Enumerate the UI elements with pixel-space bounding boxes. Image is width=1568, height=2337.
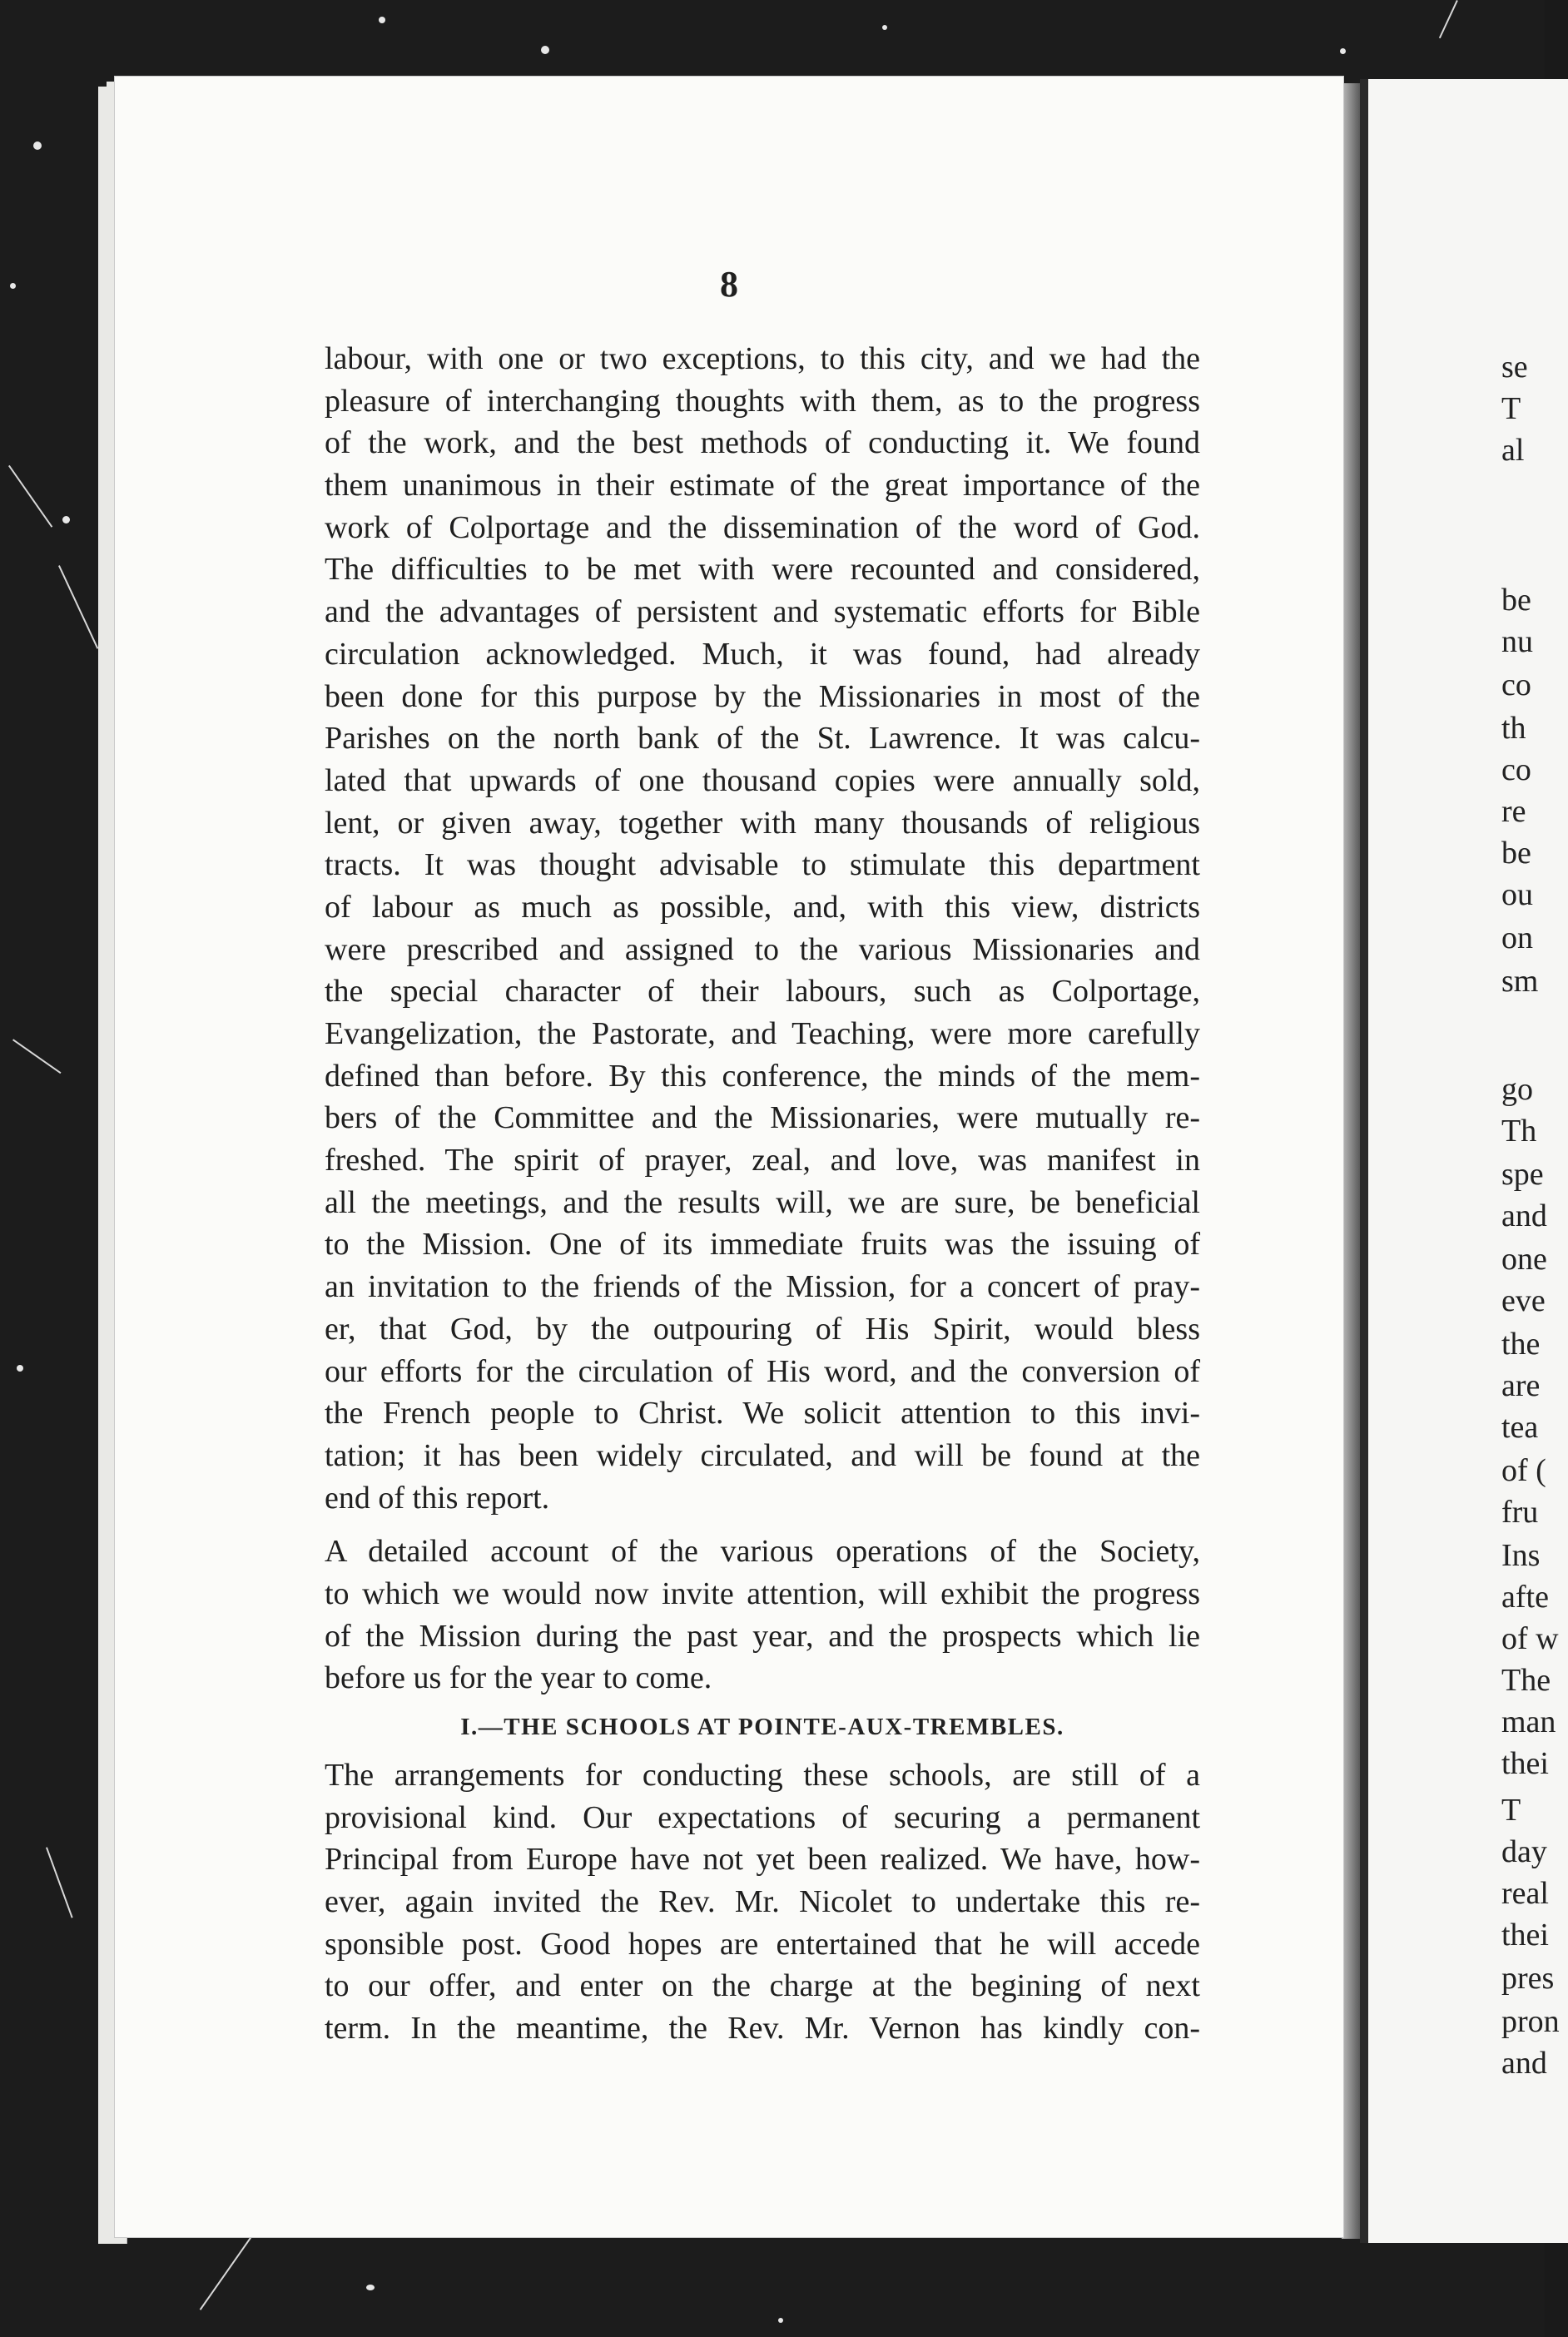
text-line: of the work, and the best methods of conducting it. We found	[325, 425, 1200, 461]
text-line: tation; it has been widely circulated, and will be found at the	[325, 1437, 1200, 1473]
text-line: provisional kind. Our expectations of securing a permanent	[325, 1799, 1200, 1835]
facing-page-fragment: and	[1501, 1198, 1547, 1233]
facing-page-fragment: T	[1501, 391, 1521, 426]
facing-page-fragment: pron	[1501, 2004, 1560, 2039]
text-line: Parishes on the north bank of the St. Lawrence. It was calcu-	[325, 721, 1200, 757]
text-line: Evangelization, the Pastorate, and Teaching, were more carefully	[325, 1016, 1200, 1051]
facing-page-fragment: are	[1501, 1368, 1541, 1403]
facing-page-fragment: one	[1501, 1242, 1547, 1277]
text-line: and the advantages of persistent and systematic efforts for Bible	[325, 594, 1200, 630]
dust-speck	[882, 25, 887, 30]
text-line: work of Colportage and the dissemination of the word of God.	[325, 509, 1200, 545]
paragraph	[325, 338, 1200, 1519]
dust-speck	[778, 2318, 783, 2323]
facing-page-fragment: on	[1501, 920, 1533, 955]
text-line: to which we would now invite attention, will exhibit the progress	[325, 1575, 1200, 1611]
dust-speck	[366, 2285, 375, 2290]
text-line: to the Mission. One of its immediate fruits was the issuing of	[325, 1227, 1200, 1263]
text-line: the special character of their labours, such as Colportage,	[325, 974, 1200, 1010]
text-line: been done for this purpose by the Missionaries in most of the	[325, 678, 1200, 714]
dust-speck	[10, 283, 16, 289]
facing-page-fragment: be	[1501, 836, 1531, 871]
facing-page-fragment: ou	[1501, 877, 1533, 912]
facing-page-fragment: nu	[1501, 624, 1533, 659]
paragraph-gap	[325, 1519, 1200, 1531]
facing-page-fragment: be	[1501, 583, 1531, 618]
text-line: labour, with one or two exceptions, to this city, and we had the	[325, 341, 1200, 376]
dust-speck	[541, 46, 549, 54]
text-line: er, that God, by the outpouring of His Spirit, would bless	[325, 1311, 1200, 1347]
film-scratch	[58, 565, 98, 649]
text-line: of the Mission during the past year, and the prospects which lie	[325, 1618, 1200, 1654]
facing-page-fragment: go	[1501, 1072, 1533, 1107]
page-number: 8	[720, 264, 738, 305]
paragraph	[325, 1531, 1200, 1699]
facing-page-fragment: afte	[1501, 1580, 1549, 1615]
text-line: bers of the Committee and the Missionaries, were mutually re-	[325, 1100, 1200, 1136]
text-line: before us for the year to come.	[325, 1660, 712, 1696]
facing-page-fragment: th	[1501, 711, 1526, 746]
text-line: Principal from Europe have not yet been realized. We have, how-	[325, 1842, 1200, 1878]
facing-page-fragment: T	[1501, 1793, 1521, 1828]
text-line: lent, or given away, together with many thousands of religious	[325, 805, 1200, 841]
facing-page-fragment: The	[1501, 1663, 1551, 1698]
text-line: pleasure of interchanging thoughts with them, as to the progress	[325, 383, 1200, 419]
text-line: to our offer, and enter on the charge at the begining of next	[325, 1968, 1200, 2004]
facing-page-fragment: real	[1501, 1876, 1549, 1911]
facing-page-fragment: of (	[1501, 1453, 1546, 1488]
facing-page	[1360, 79, 1568, 2243]
text-line: ever, again invited the Rev. Mr. Nicolet to undertake this re-	[325, 1884, 1200, 1920]
facing-page-fragment: co	[1501, 752, 1531, 787]
text-line: end of this report.	[325, 1480, 550, 1516]
facing-page-fragment: tea	[1501, 1410, 1539, 1445]
facing-page-fragment: thei	[1501, 1746, 1549, 1781]
paragraph	[325, 1754, 1200, 2050]
text-line: our efforts for the circulation of His word, and the conversion of	[325, 1353, 1200, 1389]
text-line: sponsible post. Good hopes are entertained that he will accede	[325, 1926, 1200, 1962]
section-heading: I.—THE SCHOOLS AT POINTE-AUX-TREMBLES.	[460, 1714, 1064, 1740]
book-gutter	[1342, 83, 1360, 2239]
text-line: The difficulties to be met with were recounted and considered,	[325, 552, 1200, 588]
facing-page-fragment: the	[1501, 1327, 1541, 1362]
facing-page-fragment: sm	[1501, 964, 1539, 999]
text-line: freshed. The spirit of prayer, zeal, and love, was manifest in	[325, 1143, 1200, 1178]
facing-page-fragment: and	[1501, 2046, 1547, 2081]
text-line: defined than before. By this conference, the minds of the mem-	[325, 1058, 1200, 1094]
page-body-text	[325, 338, 1200, 2050]
facing-page-fragment: Ins	[1501, 1538, 1541, 1573]
text-line: A detailed account of the various operations of the Society,	[325, 1534, 1200, 1570]
text-line: circulation acknowledged. Much, it was found, had already	[325, 636, 1200, 672]
text-line: term. In the meantime, the Rev. Mr. Vernon has kindly con-	[325, 2011, 1200, 2047]
text-line: The arrangements for conducting these schools, are still of a	[325, 1758, 1200, 1793]
dust-speck	[33, 141, 42, 150]
film-scratch	[46, 1847, 73, 1918]
facing-page-fragment: fru	[1501, 1495, 1539, 1530]
film-scratch	[1439, 0, 1458, 38]
facing-page-fragment: Th	[1501, 1114, 1537, 1149]
text-line: them unanimous in their estimate of the great importance of the	[325, 468, 1200, 504]
facing-page-fragment: pres	[1501, 1961, 1555, 1996]
text-line: all the meetings, and the results will, we are sure, be beneficial	[325, 1184, 1200, 1220]
dust-speck	[1340, 48, 1346, 54]
facing-page-fragment: al	[1501, 433, 1525, 468]
facing-page-fragment: of w	[1501, 1621, 1559, 1656]
facing-page-fragment: thei	[1501, 1918, 1549, 1952]
text-line: an invitation to the friends of the Mission, for a concert of pray-	[325, 1269, 1200, 1305]
text-line: lated that upwards of one thousand copies were annually sold,	[325, 762, 1200, 798]
dust-speck	[379, 17, 385, 23]
facing-page-fragment: day	[1501, 1834, 1547, 1869]
film-scratch	[8, 465, 52, 528]
dust-speck	[62, 516, 70, 523]
facing-page-fragment: man	[1501, 1704, 1556, 1739]
text-line: the French people to Christ. We solicit attention to this invi-	[325, 1396, 1200, 1431]
facing-page-fragment: se	[1501, 350, 1528, 385]
facing-page-fragment: spe	[1501, 1157, 1544, 1192]
film-scratch	[12, 1039, 61, 1074]
facing-page-fragment: re	[1501, 794, 1526, 829]
facing-page-fragment: eve	[1501, 1283, 1546, 1318]
text-line: were prescribed and assigned to the various Missionaries and	[325, 931, 1200, 967]
text-line: of labour as much as possible, and, with this view, districts	[325, 889, 1200, 925]
facing-page-fragment: co	[1501, 667, 1531, 702]
text-line: tracts. It was thought advisable to stimulate this department	[325, 847, 1200, 883]
dust-speck	[17, 1365, 23, 1372]
